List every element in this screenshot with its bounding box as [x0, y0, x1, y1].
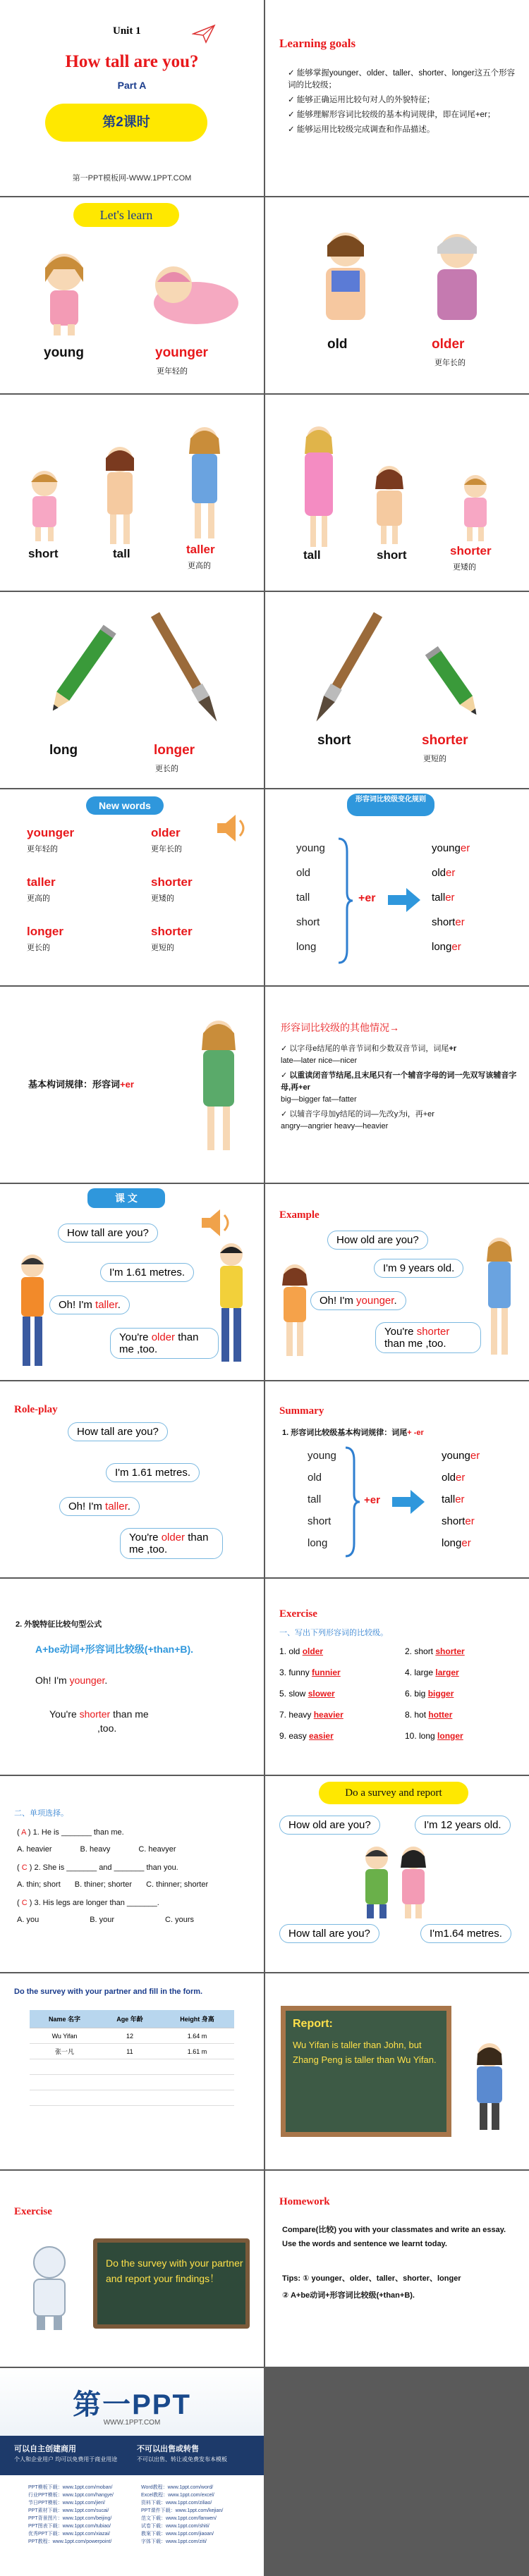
right-arrow-icon — [392, 1490, 425, 1514]
new-word-cn: 更年长的 — [151, 845, 182, 853]
part-label: Part A — [117, 80, 147, 91]
teacher-pointing-illustration — [461, 2041, 518, 2133]
goal-item: ✓ 能够掌握younger、older、taller、shorter、longer这五个形容词的比较级； — [288, 69, 516, 90]
other-rules-list — [281, 1043, 518, 1133]
exercise-item: 6. big bigger — [405, 1689, 454, 1699]
link[interactable]: PPT模板下载：www.1ppt.com/moban/ — [28, 2485, 113, 2490]
exercise-heading: Exercise — [279, 1608, 317, 1620]
unit-label: Unit 1 — [113, 25, 141, 37]
rule-banner: 形容词比较级变化规则 — [347, 794, 434, 816]
curly-brace-icon — [343, 1446, 361, 1558]
word-shorter-cn: 更矮的 — [453, 563, 476, 572]
column-header: Name 名字 — [30, 2010, 99, 2028]
table-cell[interactable] — [160, 2059, 234, 2075]
report-text: Wu Yifan is taller than John, but Zhang Peng is taller than Wu Yifan. — [293, 2040, 437, 2065]
base-word-list — [308, 1445, 336, 1554]
question-options: A. you B. your C. yours — [17, 1916, 195, 1924]
link[interactable]: PPT图表下载：www.1ppt.com/tubiao/ — [28, 2524, 111, 2529]
word-younger-cn: 更年轻的 — [157, 367, 188, 376]
slide-23-exercise — [0, 2171, 264, 2367]
base-word: tall — [296, 892, 310, 904]
goal-item: ✓ 能够正确运用比较句对人的外貌特征； — [288, 96, 435, 104]
summary-rule: 1. 形容词比较级基本构词规律：词尾+ -er — [282, 1429, 424, 1437]
new-word: taller — [27, 875, 56, 889]
pencil-illustration — [42, 617, 120, 723]
word-taller-cn: 更高的 — [188, 562, 211, 570]
slide-2-goals — [265, 0, 529, 196]
license-band — [0, 2436, 264, 2475]
word-shorter: shorter — [422, 733, 468, 748]
table-header-row — [30, 2010, 234, 2028]
question-options: A. heavier B. heavy C. heavyer — [17, 1845, 176, 1854]
word-older-cn: 更年长的 — [434, 359, 466, 367]
base-word: short — [296, 916, 320, 928]
license-deny-heading: 不可以出售或转售 — [137, 2445, 199, 2453]
girl-illustration — [477, 1235, 522, 1362]
boy-illustration — [209, 1240, 254, 1367]
comparative-word: older — [432, 867, 456, 879]
column-header: Age 年龄 — [99, 2010, 160, 2028]
students-illustration — [348, 1842, 440, 1920]
short-girl-illustration — [20, 467, 69, 544]
table-cell: 11 — [99, 2044, 160, 2059]
rule-item: ✓ 以辅音字母加y结尾的词—先改y为i，再+er — [281, 1110, 434, 1118]
paintbrush-illustration — [148, 606, 226, 733]
pattern-example: You're shorter than me — [49, 1708, 149, 1720]
new-words-banner: New words — [86, 796, 164, 815]
girl-illustration — [274, 1262, 316, 1360]
pattern-example: Oh! I'm younger. — [35, 1675, 108, 1686]
word-short: short — [28, 547, 59, 560]
rule-example: big—bigger fat—fatter — [281, 1095, 357, 1104]
exercise-item: 9. easy easier — [279, 1731, 334, 1741]
slide-11-rule-summary — [0, 987, 264, 1183]
new-word-cn: 更高的 — [27, 894, 50, 903]
slide-6-short — [265, 395, 529, 591]
link[interactable]: 试卷下载：www.1ppt.com/shiti/ — [141, 2524, 209, 2529]
pencil-illustration — [413, 634, 491, 726]
word-tall: tall — [303, 548, 321, 562]
logo-url: WWW.1PPT.COM — [103, 2419, 161, 2427]
speech-bubble: How old are you? — [279, 1816, 380, 1835]
lesson-number-badge: 第2课时 — [45, 104, 207, 142]
base-word: young — [296, 842, 325, 854]
rule-example: angry—angrier heavy—heavier — [281, 1122, 389, 1130]
exercise-subheading: 一、写出下列形容词的比较级。 — [279, 1629, 388, 1637]
robot-illustration — [16, 2241, 83, 2333]
link[interactable]: 优秀PPT下载：www.1ppt.com/xiazai/ — [28, 2532, 110, 2537]
slide-13-text — [0, 1184, 264, 1380]
goals-list — [281, 68, 521, 136]
speech-bubble: I'm1.64 metres. — [420, 1924, 511, 1943]
slide-25-credits — [0, 2368, 264, 2576]
curly-brace-icon — [336, 837, 354, 964]
comparative-word: longer — [442, 1537, 471, 1549]
link[interactable]: PPT背景图片：www.1ppt.com/beijing/ — [28, 2516, 112, 2521]
homework-heading: Homework — [279, 2196, 330, 2207]
rule-example: late—later nice—nicer — [281, 1056, 358, 1065]
comparative-list — [432, 836, 470, 959]
question-options: A. thin; short B. thiner; shorter C. thinner; shorter — [17, 1880, 209, 1889]
question: ( A ) 1. He is _______ than me. — [17, 1828, 124, 1837]
new-word-cn: 更矮的 — [151, 894, 174, 903]
base-word: long — [308, 1537, 328, 1549]
slide-10-rule — [265, 789, 529, 985]
footer-link: 第一PPT模板网-WWW.1PPT.COM — [72, 174, 192, 183]
homework-text: Compare(比较) you with your classmates and write an essay. Use the words and sentence we learnt today. — [282, 2226, 506, 2248]
logo-text: 第一PPT — [73, 2389, 191, 2420]
comparative-word: younger — [442, 1450, 480, 1462]
word-short: short — [377, 548, 407, 562]
table-cell[interactable] — [160, 2075, 234, 2090]
speech-bubble: You're shorter than me ,too. — [375, 1322, 481, 1353]
suffix-label: +er — [364, 1494, 380, 1506]
slide-4-old — [265, 197, 529, 393]
comparative-word: taller — [442, 1493, 465, 1505]
slide-12-other-rules — [265, 987, 529, 1183]
speech-bubble: I'm 12 years old. — [415, 1816, 511, 1835]
slide-24-homework — [265, 2171, 529, 2367]
table-cell[interactable] — [99, 2075, 160, 2090]
question: ( C ) 3. His legs are longer than _______. — [17, 1899, 159, 1907]
speech-bubble: Oh! I'm taller. — [49, 1295, 130, 1314]
boy-illustration — [11, 1252, 54, 1372]
exercise-item: 10. long longer — [405, 1731, 463, 1741]
new-word: longer — [27, 925, 63, 938]
base-word-list — [296, 836, 325, 959]
exercise-heading: Exercise — [14, 2206, 52, 2217]
link[interactable]: PPT素材下载：www.1ppt.com/sucai/ — [28, 2508, 109, 2513]
link[interactable]: PPT课件下载：www.1ppt.com/kejian/ — [141, 2508, 224, 2513]
license-deny-text: 不可以出售、转让或免费发布本模板 — [137, 2456, 227, 2463]
baby-illustration — [147, 254, 245, 331]
suffix-label: +er — [358, 892, 376, 904]
new-word: shorter — [151, 875, 193, 889]
slide-16-summary — [265, 1381, 529, 1577]
tall-girl-illustration — [92, 443, 148, 548]
link[interactable]: 教案下载：www.1ppt.com/jiaoan/ — [141, 2532, 214, 2537]
link[interactable]: Word教程：www.1ppt.com/word/ — [141, 2485, 214, 2490]
goals-heading: Learning goals — [279, 37, 356, 50]
rule-item: ✓ 以重读闭音节结尾,且末尾只有一个辅音字母的词一先双写该辅音字母,再+er — [281, 1071, 517, 1092]
table-row — [30, 2090, 234, 2106]
links-right — [141, 2484, 240, 2546]
exercise-item: 8. hot hotter — [405, 1710, 453, 1720]
table-cell: 1.64 m — [160, 2028, 234, 2044]
word-longer: longer — [154, 743, 195, 758]
speech-bubble: Oh! I'm younger. — [310, 1291, 406, 1310]
base-word: old — [296, 867, 311, 879]
chalkboard — [93, 2238, 250, 2329]
slide-9-new-words — [0, 789, 264, 985]
survey-table — [30, 2010, 234, 2106]
slide-22-report — [265, 1973, 529, 2169]
right-arrow-icon — [388, 888, 420, 912]
survey-banner: Do a survey and report — [319, 1782, 468, 1804]
speech-bubble: I'm 1.61 metres. — [106, 1463, 200, 1482]
new-word-cn: 更年轻的 — [27, 845, 58, 853]
slide-19-choice — [0, 1776, 264, 1972]
speaker-icon[interactable] — [199, 1207, 234, 1239]
word-long: long — [49, 743, 78, 758]
speech-bubble: How tall are you? — [68, 1422, 168, 1441]
slide-20-survey — [265, 1776, 529, 1972]
slide-14-example — [265, 1184, 529, 1380]
links-left — [28, 2484, 120, 2546]
word-older: older — [432, 337, 465, 352]
table-cell[interactable] — [160, 2090, 234, 2106]
comparative-word: younger — [432, 842, 470, 854]
tall-woman-illustration — [291, 423, 347, 550]
table-cell[interactable] — [30, 2090, 99, 2106]
link[interactable]: 节日PPT模板：www.1ppt.com/jieri/ — [28, 2501, 105, 2506]
word-young: young — [44, 345, 84, 360]
link[interactable]: 行业PPT模板：www.1ppt.com/hangye/ — [28, 2493, 114, 2498]
table-cell: 张一凡 — [30, 2044, 99, 2059]
table-row — [30, 2075, 234, 2090]
table-cell: Wu Yifan — [30, 2028, 99, 2044]
table-row — [30, 2059, 234, 2075]
word-longer-cn: 更长的 — [155, 765, 178, 773]
link[interactable]: 资料下载：www.1ppt.com/ziliao/ — [141, 2501, 212, 2506]
slide-17-sentence-pattern — [0, 1579, 264, 1775]
taller-girl-illustration — [176, 423, 233, 543]
form-instruction: Do the survey with your partner and fill in the form. — [14, 1988, 203, 1996]
speech-bubble: You're older than me ,too. — [110, 1328, 219, 1359]
link[interactable]: 范文下载：www.1ppt.com/fanwen/ — [141, 2516, 217, 2521]
table-cell[interactable] — [30, 2059, 99, 2075]
goal-item: ✓ 能够理解形容词比较级的基本构词规律，即在词尾+er； — [288, 111, 496, 119]
base-word: short — [308, 1515, 332, 1527]
speech-bubble: Oh! I'm taller. — [59, 1497, 140, 1516]
word-younger: younger — [155, 345, 208, 360]
comparative-list — [442, 1445, 480, 1554]
slide-15-role-play — [0, 1381, 264, 1577]
example-heading: Example — [279, 1209, 320, 1221]
table-row — [30, 2028, 234, 2044]
base-word: old — [308, 1472, 322, 1484]
pattern-example-cont: ,too. — [97, 1723, 117, 1734]
choice-heading: 二、单项选择。 — [14, 1809, 68, 1818]
text-banner: 课 文 — [87, 1188, 165, 1208]
exercise-item: 5. slow slower — [279, 1689, 335, 1699]
comparative-word: older — [442, 1472, 466, 1484]
new-word: shorter — [151, 925, 193, 938]
comparative-word: shorter — [442, 1515, 475, 1527]
license-allow-heading: 可以自主创建商用 — [14, 2445, 76, 2453]
new-word-cn: 更长的 — [27, 944, 50, 952]
chalkboard — [281, 2006, 451, 2137]
slide-3-young — [0, 197, 264, 393]
slide-21-survey-form — [0, 1973, 264, 2169]
speech-bubble: How old are you? — [327, 1231, 428, 1250]
homework-tips-2: ② A+be动词+形容词比较级(+than+B). — [282, 2291, 415, 2300]
slide-1-title — [0, 0, 264, 196]
choice-questions — [17, 1827, 257, 1925]
column-header: Height 身高 — [160, 2010, 234, 2028]
new-word-cn: 更短的 — [151, 944, 174, 952]
grandmother-illustration — [422, 228, 492, 327]
teacher-illustration — [183, 1015, 254, 1156]
new-word: older — [151, 826, 181, 839]
license-allow-text: 个人和企业用户 均可以免费用于商业用途 — [14, 2456, 118, 2463]
lesson-title: How tall are you? — [65, 52, 199, 71]
paintbrush-illustration — [308, 606, 385, 733]
speech-bubble: How tall are you? — [58, 1224, 158, 1243]
pattern-heading: 2. 外貌特征比较句型公式 — [16, 1620, 102, 1629]
link[interactable]: 字体下载：www.1ppt.com/ziti/ — [141, 2539, 207, 2544]
exercise-item: 7. heavy heavier — [279, 1710, 343, 1720]
exercise-item: 2. short shorter — [405, 1646, 465, 1656]
comparative-word: shorter — [432, 916, 465, 928]
other-rules-heading: 形容词比较级的其他情况→ — [281, 1022, 399, 1033]
paper-plane-icon — [192, 24, 216, 44]
speech-bubble: You're older than me ,too. — [120, 1528, 223, 1559]
table-cell[interactable] — [30, 2075, 99, 2090]
rule-text: 基本构词规律：形容词+er — [28, 1079, 134, 1090]
speech-bubble: I'm 1.61 metres. — [100, 1263, 194, 1282]
comparative-word: longer — [432, 941, 461, 953]
base-word: long — [296, 941, 317, 953]
link[interactable]: PPT教程：www.1ppt.com/powerpoint/ — [28, 2539, 112, 2544]
slide-5-tall — [0, 395, 264, 591]
summary-heading: Summary — [279, 1405, 324, 1417]
speaker-icon[interactable] — [214, 812, 250, 844]
new-word: younger — [27, 826, 75, 839]
exercise-item: 1. old older — [279, 1646, 324, 1656]
pattern-formula: A+be动词+形容词比较级(+than+B). — [35, 1644, 194, 1655]
young-girl-illustration — [32, 247, 96, 338]
link[interactable]: Excel教程：www.1ppt.com/excel/ — [141, 2493, 214, 2498]
base-word: tall — [308, 1493, 322, 1505]
word-tall: tall — [113, 547, 130, 560]
question: ( C ) 2. She is _______ and _______ than you. — [17, 1863, 178, 1872]
word-short: short — [317, 733, 351, 748]
board-text: Do the survey with your partner and report your findings！ — [106, 2257, 243, 2284]
goal-item: ✓ 能够运用比较级完成调查和作品描述。 — [288, 125, 435, 134]
table-row — [30, 2044, 234, 2059]
slide-18-exercise — [265, 1579, 529, 1775]
word-shorter-cn: 更短的 — [423, 755, 446, 763]
lets-learn-banner: Let's learn — [73, 203, 179, 227]
table-cell: 12 — [99, 2028, 160, 2044]
logo-area — [0, 2368, 264, 2436]
role-play-heading: Role-play — [14, 1404, 58, 1415]
speech-bubble: How tall are you? — [279, 1924, 379, 1943]
word-old: old — [327, 337, 348, 352]
word-shorter: shorter — [450, 544, 492, 557]
report-label: Report: — [293, 2018, 333, 2030]
slide-7-long — [0, 592, 264, 788]
slide-8-shorter — [265, 592, 529, 788]
medium-girl-illustration — [361, 462, 418, 547]
shorter-girl-illustration — [450, 472, 501, 543]
base-word: young — [308, 1450, 336, 1462]
rule-item: ✓ 以字母e结尾的单音节词和少数双音节词，词尾+r — [281, 1044, 457, 1053]
word-taller: taller — [186, 543, 215, 556]
table-cell[interactable] — [99, 2059, 160, 2075]
speech-bubble: I'm 9 years old. — [374, 1259, 463, 1278]
table-cell: 1.61 m — [160, 2044, 234, 2059]
exercise-item: 4. large larger — [405, 1668, 459, 1677]
table-cell[interactable] — [99, 2090, 160, 2106]
comparative-word: taller — [432, 892, 455, 904]
woman-illustration — [310, 228, 381, 327]
exercise-item: 3. funny funnier — [279, 1668, 341, 1677]
homework-tips: Tips: ① younger、older、taller、shorter、longer — [282, 2274, 461, 2283]
